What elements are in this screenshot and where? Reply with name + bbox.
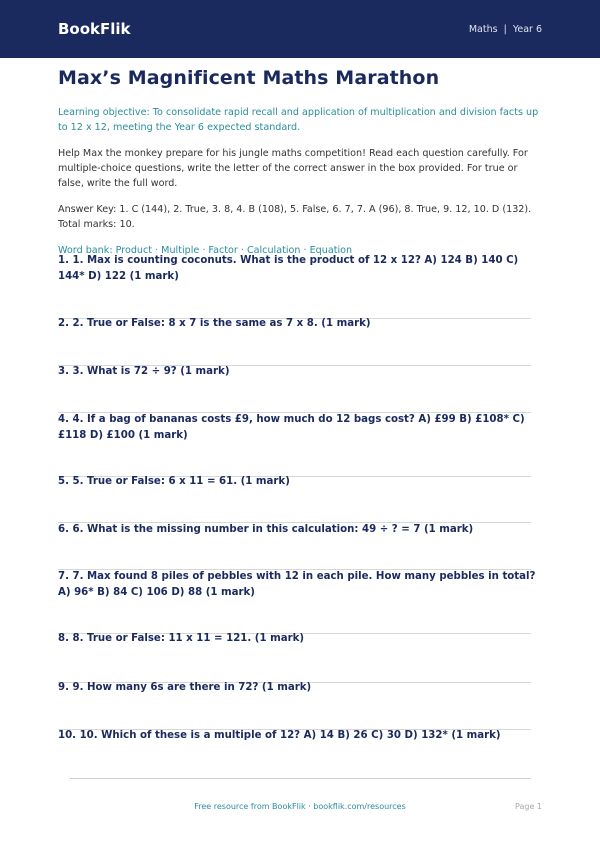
- question-9: 9. 9. How many 6s are there in 72? (1 mark): [58, 682, 312, 693]
- question-7: 7. 7. Max found 8 piles of pebbles with 12 in each pile. How many pebbles in total? A) 96* B) 84 C) 106 D) 88 (1 mark): [58, 571, 536, 598]
- page-number: Page 1: [515, 802, 542, 811]
- subject-year-label: Maths | Year 6: [468, 23, 542, 35]
- question-3: 3. 3. What is 72 ÷ 9? (1 mark): [58, 366, 230, 377]
- question-8: 8. 8. True or False: 11 x 11 = 121. (1 mark): [58, 633, 305, 644]
- question-4: 4. 4. If a bag of bananas costs £9, how much do 12 bags cost? A) £99 B) £108* C) £118 D) £100 (1 mark): [58, 414, 525, 441]
- word-bank: Word bank: Product · Multiple · Factor · Calculation · Equation: [58, 245, 353, 256]
- question-2: 2. 2. True or False: 8 x 7 is the same as 7 x 8. (1 mark): [58, 318, 371, 329]
- footer-credit: Free resource from BookFlik · bookflik.com/resources: [194, 802, 406, 811]
- question-6: 6. 6. What is the missing number in this calculation: 49 ÷ ? = 7 (1 mark): [58, 524, 474, 535]
- instructions: Help Max the monkey prepare for his jungle maths competition! Read each question carefully. For multiple-choice questions, write the letter of the correct answer in the box provided. For true or false, write the full word.: [58, 148, 528, 189]
- question-5: 5. 5. True or False: 6 x 11 = 61. (1 mark): [58, 476, 290, 487]
- question-1: 1. 1. Max is counting coconuts. What is the product of 12 x 12? A) 124 B) 140 C) 144* D) 122 (1 mark): [58, 255, 519, 282]
- footer-divider: [70, 778, 531, 779]
- question-10: 10. 10. Which of these is a multiple of 12? A) 14 B) 26 C) 30 D) 132* (1 mark): [58, 730, 501, 741]
- learning-objective: Learning objective: To consolidate rapid recall and application of multiplication and division facts up to 12 x 12, meeting the Year 6 expected standard.: [58, 107, 539, 133]
- brand-logo-text: BookFlik: [58, 20, 131, 38]
- answer-key: Answer Key: 1. C (144), 2. True, 3. 8, 4. B (108), 5. False, 6. 7, 7. A (96), 8. True, 9. 12, 10. D (132). Total marks: 10.: [58, 204, 532, 230]
- page-header: [0, 0, 600, 58]
- page-title: Max’s Magnificent Maths Marathon: [58, 67, 440, 89]
- worksheet-intro: [0, 67, 600, 256]
